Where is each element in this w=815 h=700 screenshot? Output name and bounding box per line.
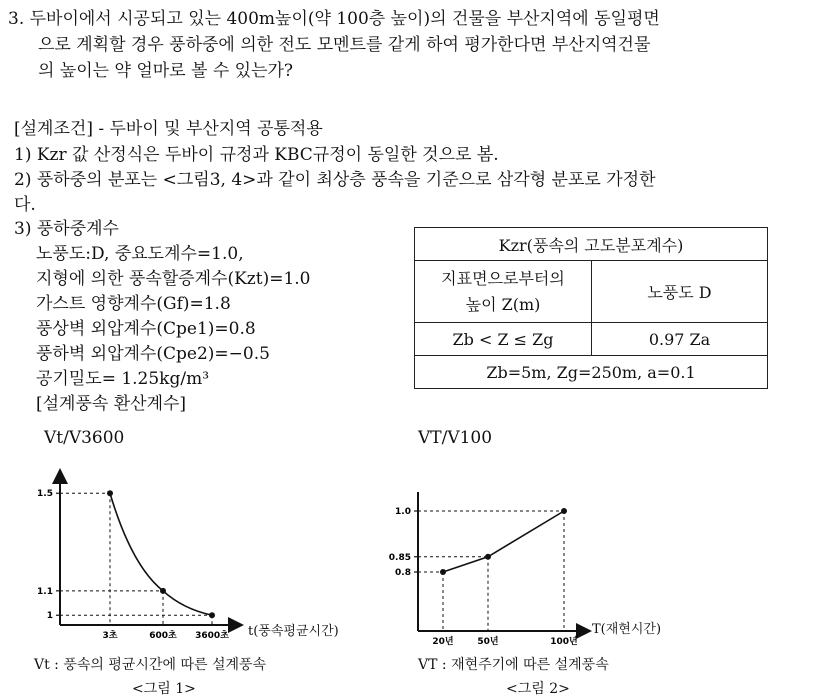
question-line-2: 으로 계획할 경우 풍하중에 의한 전도 모멘트를 같게 하여 평가한다면 부산지역건물 — [38, 35, 651, 55]
param-gf: 가스트 영향계수(Gf)=1.8 — [36, 294, 231, 314]
fig2-curve — [443, 511, 564, 572]
condition-3: 3) 풍하중계수 — [14, 219, 119, 239]
fig1-ytick-label: 1.5 — [37, 489, 53, 500]
fig1-curve — [110, 493, 212, 615]
condition-2a: 2) 풍하중의 분포는 <그림3, 4>과 같이 최상층 풍속을 기준으로 삼각형 분포로 가정한 — [14, 170, 656, 190]
fig2-ylabel: VT/V100 — [418, 428, 493, 448]
fig1-ylabel: Vt/V3600 — [44, 428, 125, 448]
fig2-xtick-label: 100년 — [550, 637, 578, 646]
fig1-xlabel: t(풍속평균시간) — [248, 624, 339, 639]
table-formula-cell: 0.97 Za — [592, 323, 768, 356]
table-header-exposure: 노풍도 D — [592, 261, 768, 323]
fig2-point — [561, 508, 567, 514]
fig2-xlabel: T(재현시간) — [592, 622, 662, 637]
param-conversion-header: [설계풍속 환산계수] — [36, 394, 187, 414]
question-line-1: 3. 두바이에서 시공되고 있는 400m높이(약 100층 높이)의 건물을 부산지역에 동일평면 — [8, 9, 660, 29]
fig2-point — [440, 569, 446, 575]
conditions-header: [설계조건] - 두바이 및 부산지역 공통적용 — [14, 119, 323, 139]
table-header-height-line2: 높이 Z(m) — [465, 294, 541, 314]
table-title: Kzr(풍속의 고도분포계수) — [415, 228, 768, 261]
fig1-point — [160, 588, 166, 594]
condition-2b: 다. — [14, 195, 36, 215]
fig2-caption: VT : 재현주기에 따른 설계풍속 — [418, 657, 609, 673]
fig1-xtick-label: 600초 — [149, 631, 177, 641]
fig1-caption: Vt : 풍속의 평균시간에 따른 설계풍속 — [34, 657, 267, 673]
question-line-3: 의 높이는 약 얼마로 볼 수 있는가? — [38, 61, 294, 81]
table-range-cell: Zb < Z ≤ Zg — [415, 323, 592, 356]
table-header-height-line1: 지표면으로부터의 — [441, 268, 565, 288]
kzr-table — [414, 227, 768, 389]
param-air-density: 공기밀도= 1.25kg/m³ — [36, 369, 210, 389]
fig1-chart — [0, 460, 260, 645]
fig2-ytick-label: 0.85 — [388, 552, 411, 563]
param-cpe2: 풍하벽 외압계수(Cpe2)=−0.5 — [36, 344, 270, 364]
table-header-height — [415, 261, 592, 323]
param-exposure: 노풍도:D, 중요도계수=1.0, — [36, 244, 244, 264]
table-params-cell: Zb=5m, Zg=250m, a=0.1 — [415, 356, 768, 389]
fig2-number: <그림 2> — [506, 681, 570, 697]
fig2-ytick-label: 1.0 — [395, 507, 411, 517]
fig1-ytick-label: 1.1 — [37, 586, 53, 597]
fig2-chart — [380, 488, 595, 646]
fig1-xtick-label: 3초 — [102, 631, 118, 641]
fig1-xtick-label: 3600초 — [195, 631, 229, 641]
fig2-point — [485, 554, 491, 560]
fig2-xtick-label: 50년 — [477, 637, 499, 646]
param-kzt: 지형에 의한 풍속할증계수(Kzt)=1.0 — [36, 269, 311, 289]
fig1-point — [107, 490, 113, 496]
fig2-xtick-label: 20년 — [432, 637, 454, 646]
fig2-ytick-label: 0.8 — [395, 568, 411, 578]
fig1-ytick-label: 1 — [46, 611, 53, 622]
fig1-point — [209, 612, 215, 618]
fig1-number: <그림 1> — [132, 681, 196, 697]
condition-1: 1) Kzr 값 산정식은 두바이 규정과 KBC규정이 동일한 것으로 봄. — [14, 145, 499, 165]
param-cpe1: 풍상벽 외압계수(Cpe1)=0.8 — [36, 319, 256, 339]
